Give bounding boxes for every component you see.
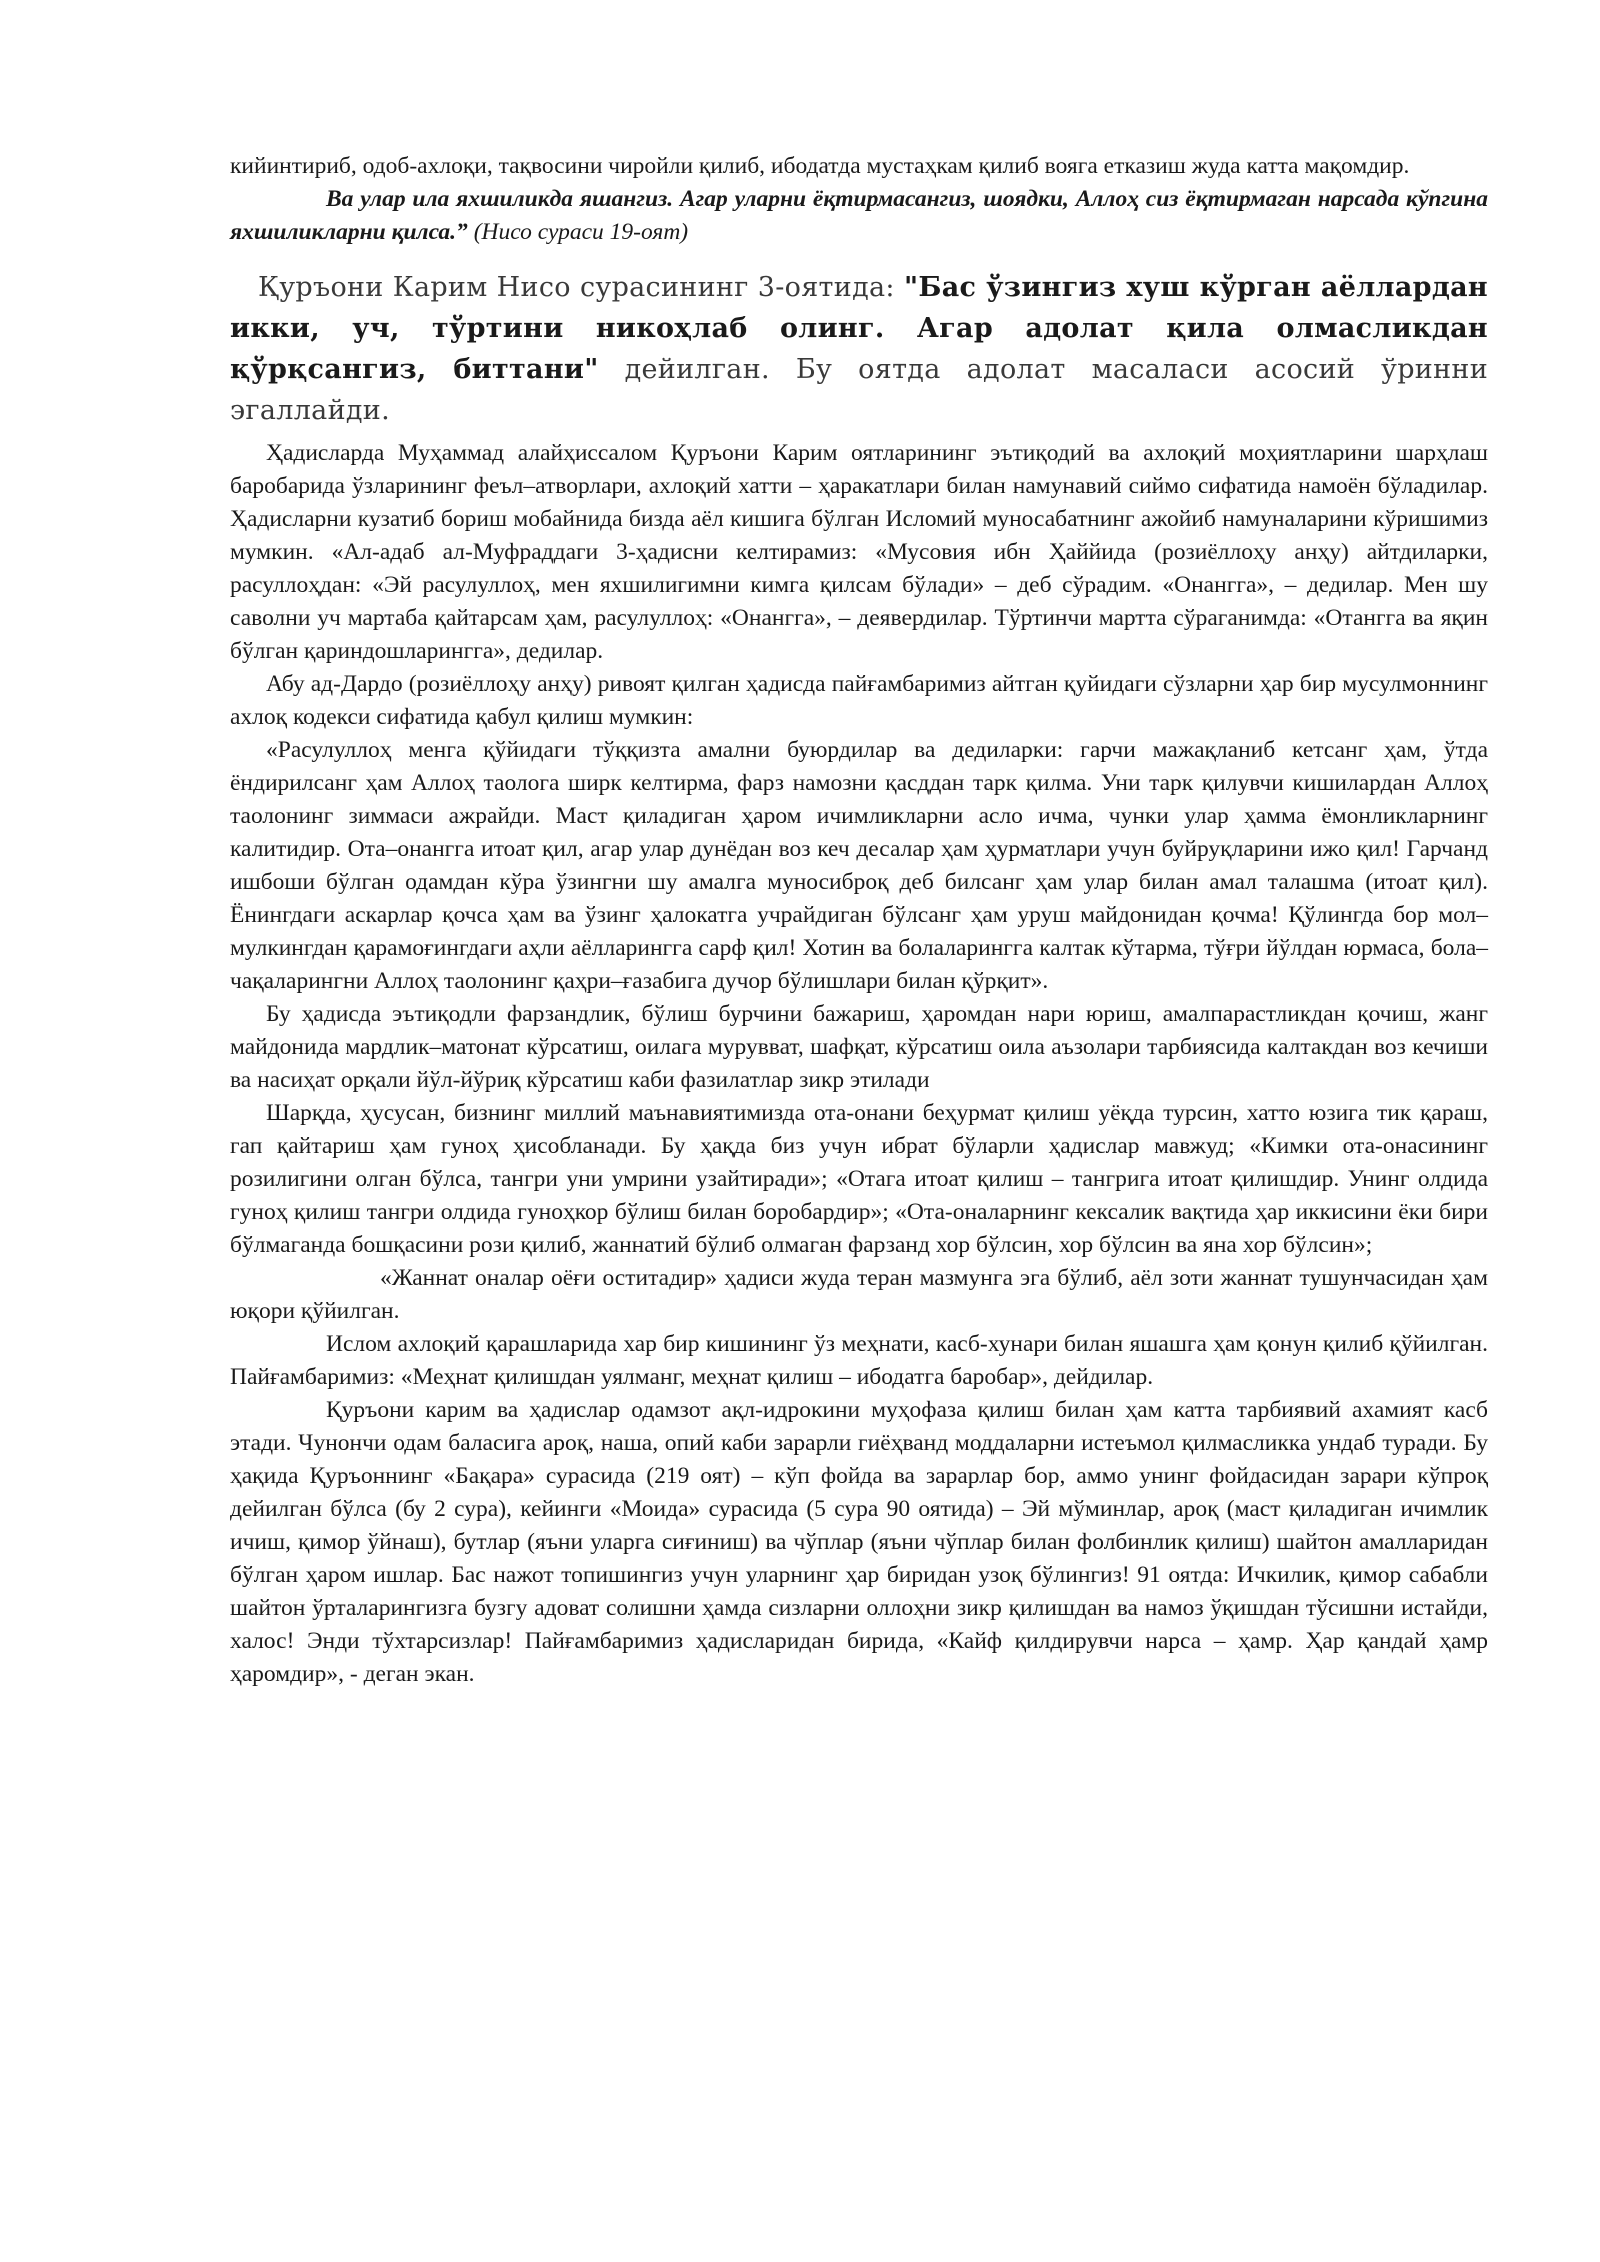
paragraph-intoxicants: Қуръони карим ва ҳадислар одамзот ақл-идрокини муҳофаза қилиш билан ҳам катта тарбиявий ахамият касб этади. Чунончи одам баласига ароқ, наша, опий каби зарарли гиёҳванд моддаларни истеъмол қилмасликка ундаб туради. Бу ҳақида Қуръоннинг «Бақара» сурасида (219 оят) – кўп фойда ва зарарлар бор, аммо унинг фойдасидан зарари кўпроқ дейилган бўлса (бу 2 сура), кейинги «Моида» сурасида (5 сура 90 оятида) – Эй мўминлар, ароқ (маст қиладиган ичимлик ичиш, қимор ўйнаш), бутлар (яъни уларга сиғиниш) ва чўплар (яъни чўплар билан фолбинлик қилиш) шайтон амалларидан бўлган ҳаром ишлар. Бас нажот топишингиз учун уларнинг ҳар биридан узоқ бўлингиз! 91 оятда: Ичкилик, қимор сабабли шайтон ўрталарингизга бузгу адоват солишни ҳамда сизларни оллоҳни зикр қилишдан ва намоз ўқишдан тўсишни истайди, халос! Энди тўхтарсизлар! Пайғамбаримиз ҳадисларидан бирида, «Кайф қилдирувчи нарса – ҳамр. Ҳар қандай ҳамр ҳаромдир», - деган экан. bbox=[230, 1397, 1488, 1687]
paragraph-parents: Шарқда, ҳусусан, бизнинг миллий маънавиятимизда ота-онани беҳурмат қилиш уёқда турсин, хатто юзига тик қараш, гап қайтариш ҳам гуноҳ ҳисобланади. Бу ҳақда биз учун ибрат бўларли ҳадислар мавжуд; «Кимки ота-онасининг розилигини олган бўлса, тангри уни умрини узайтиради»; «Отага итоат қилиш – тангрига итоат қилишдир. Унинг олдида гуноҳ қилиш тангри олдида гуноҳкор бўлиш билан боробардир»; «Ота-оналарнинг кексалик вақтида ҳар иккисини ёки бири бўлмаганда бошқасини рози қилиб, жаннатий бўлиб олмаган фарзанд хор бўлсин, хор бўлсин ва яна хор бўлсин»; bbox=[230, 1100, 1488, 1258]
quote-source: (Нисо сураси 19-оят) bbox=[467, 219, 689, 245]
document-page bbox=[230, 150, 1488, 1691]
paragraph-nine-deeds: «Расулуллоҳ менга қўйидаги тўққизта амални буюрдилар ва дедиларки: гарчи мажақланиб кетсанг ҳам, ўтда ёндирилсанг ҳам Аллоҳ таологa ширк келтирма, фарз намозни қасддан тарк қилма. Уни тарк қилувчи кишилардан Аллоҳ таолонинг зиммаси ажрайди. Маст қиладиган ҳаром ичимликларни асло ичма, чунки улар ҳамма ёмонликларнинг калитидир. Ота–онангга итоат қил, агар улар дунёдан воз кеч десалар ҳам ҳурматлари учун буйруқларини ижо қил! Гарчанд ишбоши бўлган одамдан кўра ўзингни шу амалга муносиброқ деб билсанг ҳам улар билан амал талашма (итоат қил). Ёнингдаги аскарлар қочса ҳам ва ўзинг ҳалокатга учрайдиган бўлсанг ҳам уруш майдонидан қочма! Қўлингда бор мол–мулкингдан қарамоғингдаги аҳли аёлларингга сарф қил! Хотин ва болаларингга калтак кўтарма, тўғри йўлдан юрмаса, бола–чақаларингни Аллоҳ таолонинг қаҳри–ғазабига дучор бўлишлари билан қўрқит». bbox=[230, 737, 1488, 994]
lead-conclusion: дейилган. Бу оятда адолат масаласи асосий ўринни эгаллайди. bbox=[230, 354, 1488, 426]
paragraph-virtues: Бу ҳадисда эътиқодли фарзандлик, бўлиш бурчини бажариш, ҳаромдан нари юриш, амалпарастликдан қочиш, жанг майдонида мардлик–матонат кўрсатиш, оилага мурувват, шафқат, кўрсатиш оила аъзолари тарбиясида калтакдан воз кечиши ва насиҳат орқали йўл-йўриқ кўрсатиш каби фазилатлар зикр этилади bbox=[230, 1001, 1488, 1093]
lead-intro: Қуръони Карим Нисо сурасининг 3-оятида: bbox=[258, 272, 904, 303]
paragraph-labor: Ислом ахлоқий қарашларида хар бир кишининг ўз меҳнати, касб-хунари билан яшашга ҳам қонун қилиб қўйилган. Пайғамбаримиз: «Меҳнат қилишдан уялманг, меҳнат қилиш – ибодатга баробар», дейдилар. bbox=[230, 1331, 1488, 1390]
paragraph-hadith-intro: Ҳадисларда Муҳаммад алайҳиссалом Қуръони Карим оятларининг эътиқодий ва ахлоқий моҳиятларини шарҳлаш баробарида ўзларининг феъл–атворлари, ахлоқий хатти – ҳаракатлари билан намунавий сиймо сифатида намоён бўладилар. Ҳадисларни кузатиб бориш мобайнида бизда аёл кишига бўлган Исломий муносабатнинг ажойиб намуналарини кўришимиз мумкин. «Ал-адаб ал-Муфраддаги 3-ҳадисни келтирамиз: «Мусовия ибн Ҳаййида (розиёллоҳу анҳу) айтдиларки, расуллоҳдан: «Эй расулуллоҳ, мен яхшилигимни кимга қилсам бўлади» – деб сўрадим. «Онангга», – дедилар. Мен шу саволни уч мартаба қайтарсам ҳам, расулуллоҳ: «Онангга», – деявердилар. Тўртинчи мартта сўраганимда: «Отангга ва яқин бўлган қариндошларингга», дедилар. bbox=[230, 440, 1488, 664]
lead-verse: "Бас ўзингиз хуш кўрган аёллардан икки, уч, тўртини никоҳлаб олинг. Агар адолат қила олмасликдан қўрқсангиз, биттани" bbox=[230, 272, 1488, 385]
lead-paragraph bbox=[230, 267, 1488, 431]
paragraph-abu-dardo: Абу ад-Дардо (розиёллоҳу анҳу) ривоят қилган ҳадисда пайғамбаримиз айтган қуйидаги сўзларни ҳар бир мусулмоннинг ахлоқ кодекси сифатида қабул қилиш мумкин: bbox=[230, 671, 1488, 730]
paragraph-intro: кийинтириб, одоб-ахлоқи, тақвосини чиройли қилиб, ибодатда мустаҳкам қилиб вояга етказиш жуда катта мақомдир. bbox=[230, 153, 1410, 179]
quote-text: Ва улар ила яхшиликда яшангиз. Агар уларни ёқтирмасангиз, шоядки, Аллоҳ сиз ёқтирмаган нарсада кўпгина яхшиликларни қилса.” bbox=[230, 186, 1488, 245]
paragraph-paradise: «Жаннат оналар оёғи оститадир» ҳадиси жуда теран мазмунга эга бўлиб, аёл зоти жаннат тушунчасидан ҳам юқори қўйилган. bbox=[230, 1265, 1488, 1324]
quran-quote bbox=[230, 183, 1488, 249]
